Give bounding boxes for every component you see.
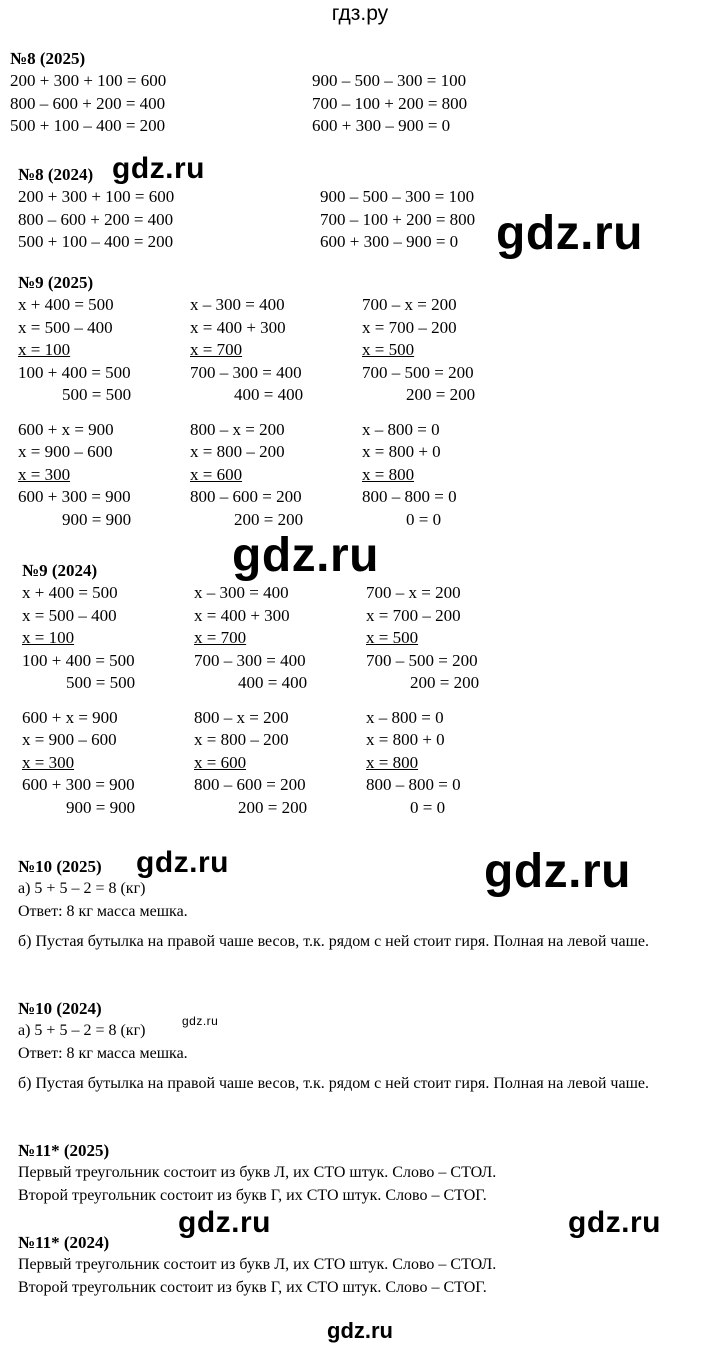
equation: 600 + x = 900 xyxy=(22,707,118,727)
equation-column xyxy=(18,294,131,531)
equation: x = 800 – 200 xyxy=(194,730,289,749)
answer-line: Второй треугольник состоит из букв Г, их СТО штук. Слово – СТОГ. xyxy=(18,1278,487,1296)
equation: x = 500 – 400 xyxy=(22,605,117,625)
equation: 800 – 600 + 200 = 400 xyxy=(18,209,174,229)
equation: x – 800 = 0 xyxy=(366,707,444,727)
equation: 500 + 100 – 400 = 200 xyxy=(18,232,174,251)
equation: x = 500 – 400 xyxy=(18,317,113,337)
equation: 500 + 100 – 400 = 200 xyxy=(10,116,166,135)
watermark: gdz.ru xyxy=(568,1206,661,1239)
solution: x = 800 xyxy=(366,752,419,772)
check: 100 + 400 = 500 xyxy=(22,650,135,670)
check: 700 – 300 = 400 xyxy=(190,362,302,382)
answer-line: Первый треугольник состоит из букв Л, их СТО штук. Слово – СТОЛ. xyxy=(18,1164,497,1181)
task-11-2024 xyxy=(18,1232,708,1302)
equation-column xyxy=(366,582,479,819)
task-9-2025 xyxy=(18,272,708,534)
task-8-2025 xyxy=(10,48,710,140)
solution: x = 500 xyxy=(366,628,419,647)
equation: x = 700 – 200 xyxy=(366,605,461,625)
check: 700 – 300 = 400 xyxy=(194,650,306,670)
site-header: гдз.ру xyxy=(331,2,389,25)
check-result: 500 = 500 xyxy=(66,673,136,692)
solution: x = 700 xyxy=(194,628,247,647)
equation: 600 + 300 – 900 = 0 xyxy=(312,116,451,135)
check: 700 – 500 = 200 xyxy=(366,650,478,670)
equation: 800 – x = 200 xyxy=(190,419,285,439)
check: 800 – 800 = 0 xyxy=(366,775,461,794)
equation: x + 400 = 500 xyxy=(22,583,118,602)
solution: x = 500 xyxy=(362,340,415,359)
section-title: №11* (2024) xyxy=(18,1233,110,1252)
right-column xyxy=(320,186,475,254)
equation: x = 900 – 600 xyxy=(18,442,113,461)
section-title: №8 (2024) xyxy=(18,165,94,184)
solution-a: а) 5 + 5 – 2 = 8 (кг) xyxy=(18,1022,146,1039)
equation: 600 + x = 900 xyxy=(18,419,114,439)
task-9-2024 xyxy=(22,560,712,822)
answer-line: Первый треугольник состоит из букв Л, их СТО штук. Слово – СТОЛ. xyxy=(18,1256,497,1273)
equation: x = 800 + 0 xyxy=(362,442,441,461)
equation: x = 400 + 300 xyxy=(194,605,290,625)
section-title: №9 (2024) xyxy=(22,561,98,580)
equation: 700 – 100 + 200 = 800 xyxy=(320,209,476,229)
solution: x = 300 xyxy=(18,464,71,484)
left-column xyxy=(18,186,174,254)
task-11-2025 xyxy=(18,1140,708,1210)
solution: x = 100 xyxy=(22,628,75,647)
answer-line: Второй треугольник состоит из букв Г, их СТО штук. Слово – СТОГ. xyxy=(18,1186,487,1204)
solution: x = 100 xyxy=(18,340,71,359)
check: 100 + 400 = 500 xyxy=(18,362,131,382)
solution: x = 700 xyxy=(190,340,243,359)
check-result: 900 = 900 xyxy=(62,509,132,529)
watermark: gdz.ru xyxy=(136,846,229,879)
equation: 900 – 500 – 300 = 100 xyxy=(320,187,475,206)
right-column xyxy=(312,70,467,138)
check-result: 200 = 200 xyxy=(410,673,480,692)
equation: x = 700 – 200 xyxy=(362,317,457,337)
watermark: gdz.ru xyxy=(496,207,643,260)
equation: 800 – x = 200 xyxy=(194,707,289,727)
left-column xyxy=(10,70,166,138)
solution-a: а) 5 + 5 – 2 = 8 (кг) xyxy=(18,880,146,897)
check-result: 0 = 0 xyxy=(410,797,446,817)
answer: Ответ: 8 кг масса мешка. xyxy=(18,902,188,920)
check: 800 – 600 = 200 xyxy=(190,487,302,506)
check-result: 200 = 200 xyxy=(234,509,304,529)
equation-column xyxy=(190,294,303,531)
section-title: №10 (2024) xyxy=(18,999,102,1018)
check: 800 – 800 = 0 xyxy=(362,487,457,506)
equation: x = 800 – 200 xyxy=(190,442,285,461)
check: 600 + 300 = 900 xyxy=(22,775,135,794)
solution: x = 800 xyxy=(362,464,415,484)
watermark: gdz.ru xyxy=(178,1206,271,1239)
check-result: 400 = 400 xyxy=(234,385,304,404)
equation: 200 + 300 + 100 = 600 xyxy=(18,187,175,206)
equation: 900 – 500 – 300 = 100 xyxy=(312,71,467,90)
equation-column xyxy=(194,582,307,819)
section-title: №8 (2025) xyxy=(10,49,86,68)
check-result: 200 = 200 xyxy=(238,797,308,817)
equation: 600 + 300 – 900 = 0 xyxy=(320,232,459,251)
solution-b: б) Пустая бутылка на правой чаше весов, т.к. рядом с ней стоит гиря. Полная на левой чаше. xyxy=(18,933,649,950)
section-title: №11* (2025) xyxy=(18,1141,110,1160)
equation: x + 400 = 500 xyxy=(18,295,114,314)
watermark: gdz.ru xyxy=(112,152,205,185)
equation: x = 400 + 300 xyxy=(190,317,286,337)
solution: x = 600 xyxy=(190,464,243,484)
check-result: 400 = 400 xyxy=(238,673,308,692)
check: 600 + 300 = 900 xyxy=(18,487,131,506)
footer-watermark: gdz.ru xyxy=(327,1318,393,1343)
solution: x = 600 xyxy=(194,752,247,772)
check-result: 500 = 500 xyxy=(62,385,132,404)
equation-column xyxy=(362,294,475,531)
check-result: 900 = 900 xyxy=(66,797,136,817)
equation: 200 + 300 + 100 = 600 xyxy=(10,71,167,90)
equation: 700 – x = 200 xyxy=(362,295,457,314)
watermark: gdz.ru xyxy=(232,529,379,582)
check: 700 – 500 = 200 xyxy=(362,362,474,382)
task-10-2024 xyxy=(18,998,708,1118)
watermark: gdz.ru xyxy=(182,1014,219,1028)
equation: 700 – 100 + 200 = 800 xyxy=(312,93,468,113)
section-title: №9 (2025) xyxy=(18,273,94,292)
check-result: 0 = 0 xyxy=(406,509,442,529)
equation: 800 – 600 + 200 = 400 xyxy=(10,93,166,113)
solution: x = 300 xyxy=(22,752,75,772)
equation: x = 900 – 600 xyxy=(22,730,117,749)
check-result: 200 = 200 xyxy=(406,385,476,404)
equation: 700 – x = 200 xyxy=(366,583,461,602)
equation-column xyxy=(22,582,135,819)
equation: x – 800 = 0 xyxy=(362,419,440,439)
check: 800 – 600 = 200 xyxy=(194,775,306,794)
equation: x – 300 = 400 xyxy=(194,583,289,602)
watermark: gdz.ru xyxy=(484,845,631,898)
answer: Ответ: 8 кг масса мешка. xyxy=(18,1044,188,1062)
solution-b: б) Пустая бутылка на правой чаше весов, т.к. рядом с ней стоит гиря. Полная на левой чаше. xyxy=(18,1075,649,1092)
equation: x = 800 + 0 xyxy=(366,730,445,749)
section-title: №10 (2025) xyxy=(18,857,102,876)
equation: x – 300 = 400 xyxy=(190,295,285,314)
